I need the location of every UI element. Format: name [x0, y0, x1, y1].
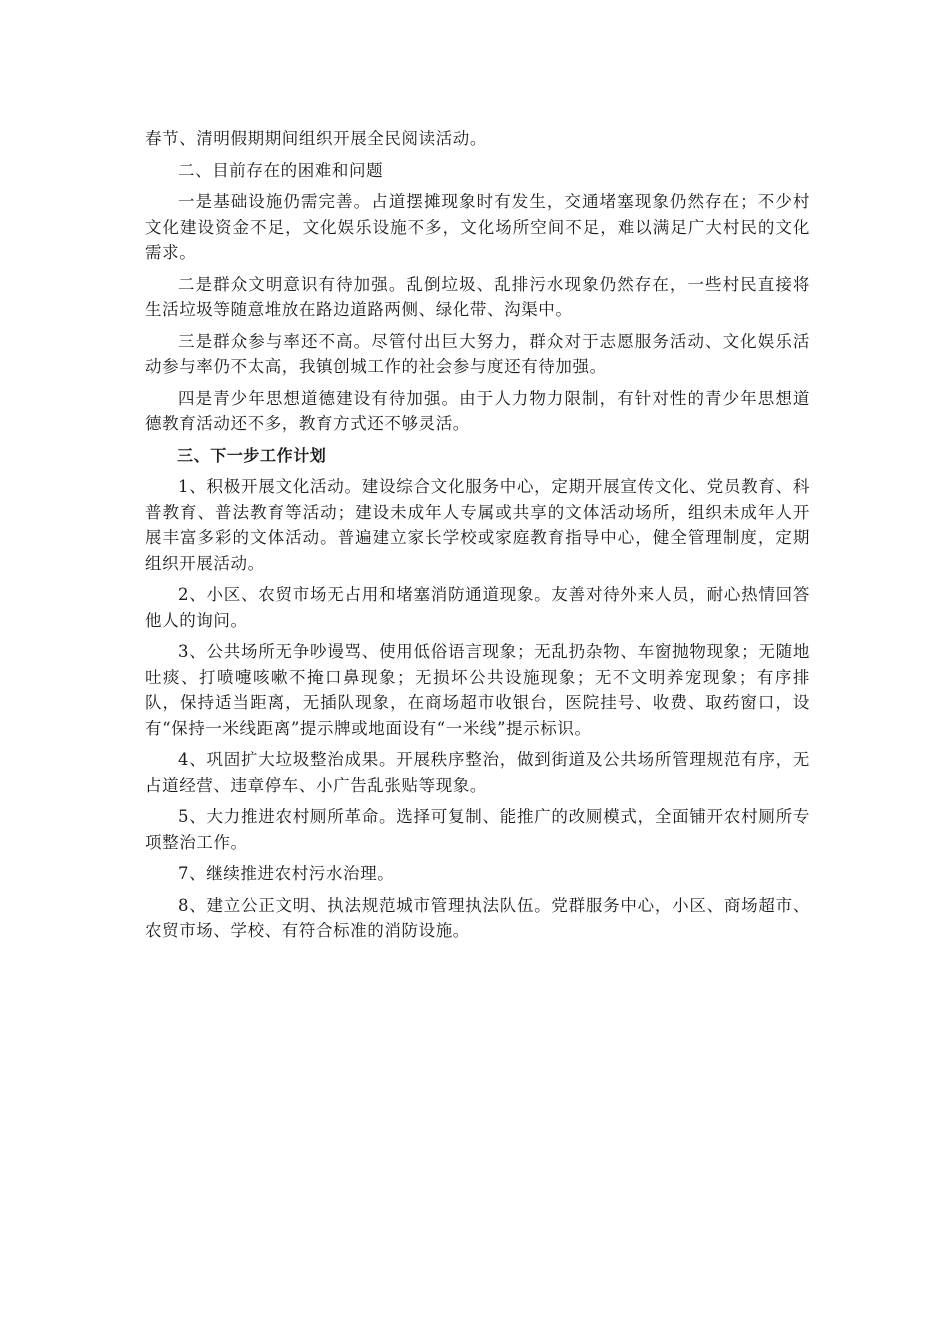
paragraph-continued: 春节、清明假期期间组织开展全民阅读活动。 — [145, 129, 487, 148]
plan-item-4: 4、巩固扩大垃圾整治成果。开展秩序整治，做到街道及公共场所管理规范有序，无占道经营、违章停车、小广告乱张贴等现象。 — [145, 750, 810, 795]
plan-item-5: 5、大力推进农村厕所革命。选择可复制、能推广的改厕模式，全面铺开农村厕所专项整治工作。 — [145, 807, 810, 852]
paragraph-problem-2: 二是群众文明意识有待加强。乱倒垃圾、乱排污水现象仍然存在，一些村民直接将生活垃圾等随意堆放在路边道路两侧、绿化带、沟渠中。 — [145, 274, 810, 319]
plan-item-1: 1、积极开展文化活动。建设综合文化服务中心，定期开展宣传文化、党员教育、科普教育、普法教育等活动；建设未成年人专属或共享的文体活动场所，组织未成年人开展丰富多彩的文体活动。普遍建立家长学校或家庭教育指导中心，健全管理制度，定期组织开展活动。 — [145, 477, 810, 573]
document-body — [145, 126, 810, 950]
paragraph-problem-3: 三是群众参与率还不高。尽管付出巨大努力，群众对于志愿服务活动、文化娱乐活动参与率仍不太高，我镇创城工作的社会参与度还有待加强。 — [145, 331, 810, 376]
plan-item-8: 8、建立公正文明、执法规范城市管理执法队伍。党群服务中心，小区、商场超市、农贸市场、学校、有符合标准的消防设施。 — [145, 895, 810, 940]
paragraph-problem-4: 四是青少年思想道德建设有待加强。由于人力物力限制，有针对性的青少年思想道德教育活动还不多，教育方式还不够灵活。 — [145, 388, 810, 433]
plan-item-3: 3、公共场所无争吵谩骂、使用低俗语言现象；无乱扔杂物、车窗抛物现象；无随地吐痰、打喷嚏咳嗽不掩口鼻现象；无损坏公共设施现象；无不文明养宠现象；有序排队，保持适当距离，无插队现象，在商场超市收银台，医院挂号、收费、取药窗口，设有“保持一米线距离”提示牌或地面设有“一米线”提示标识。 — [145, 642, 810, 738]
section-heading-problems: 二、目前存在的困难和问题 — [178, 160, 384, 180]
section-heading-next-plan: 三、下一步工作计划 — [177, 445, 327, 465]
paragraph-problem-1: 一是基础设施仍需完善。占道摆摊现象时有发生，交通堵塞现象仍然存在；不少村文化建设资金不足，文化娱乐设施不多，文化场所空间不足，难以满足广大村民的文化需求。 — [145, 192, 810, 262]
plan-item-7: 7、继续推进农村污水治理。 — [178, 864, 395, 883]
plan-item-2: 2、小区、农贸市场无占用和堵塞消防通道现象。友善对待外来人员，耐心热情回答他人的询问。 — [145, 585, 810, 630]
